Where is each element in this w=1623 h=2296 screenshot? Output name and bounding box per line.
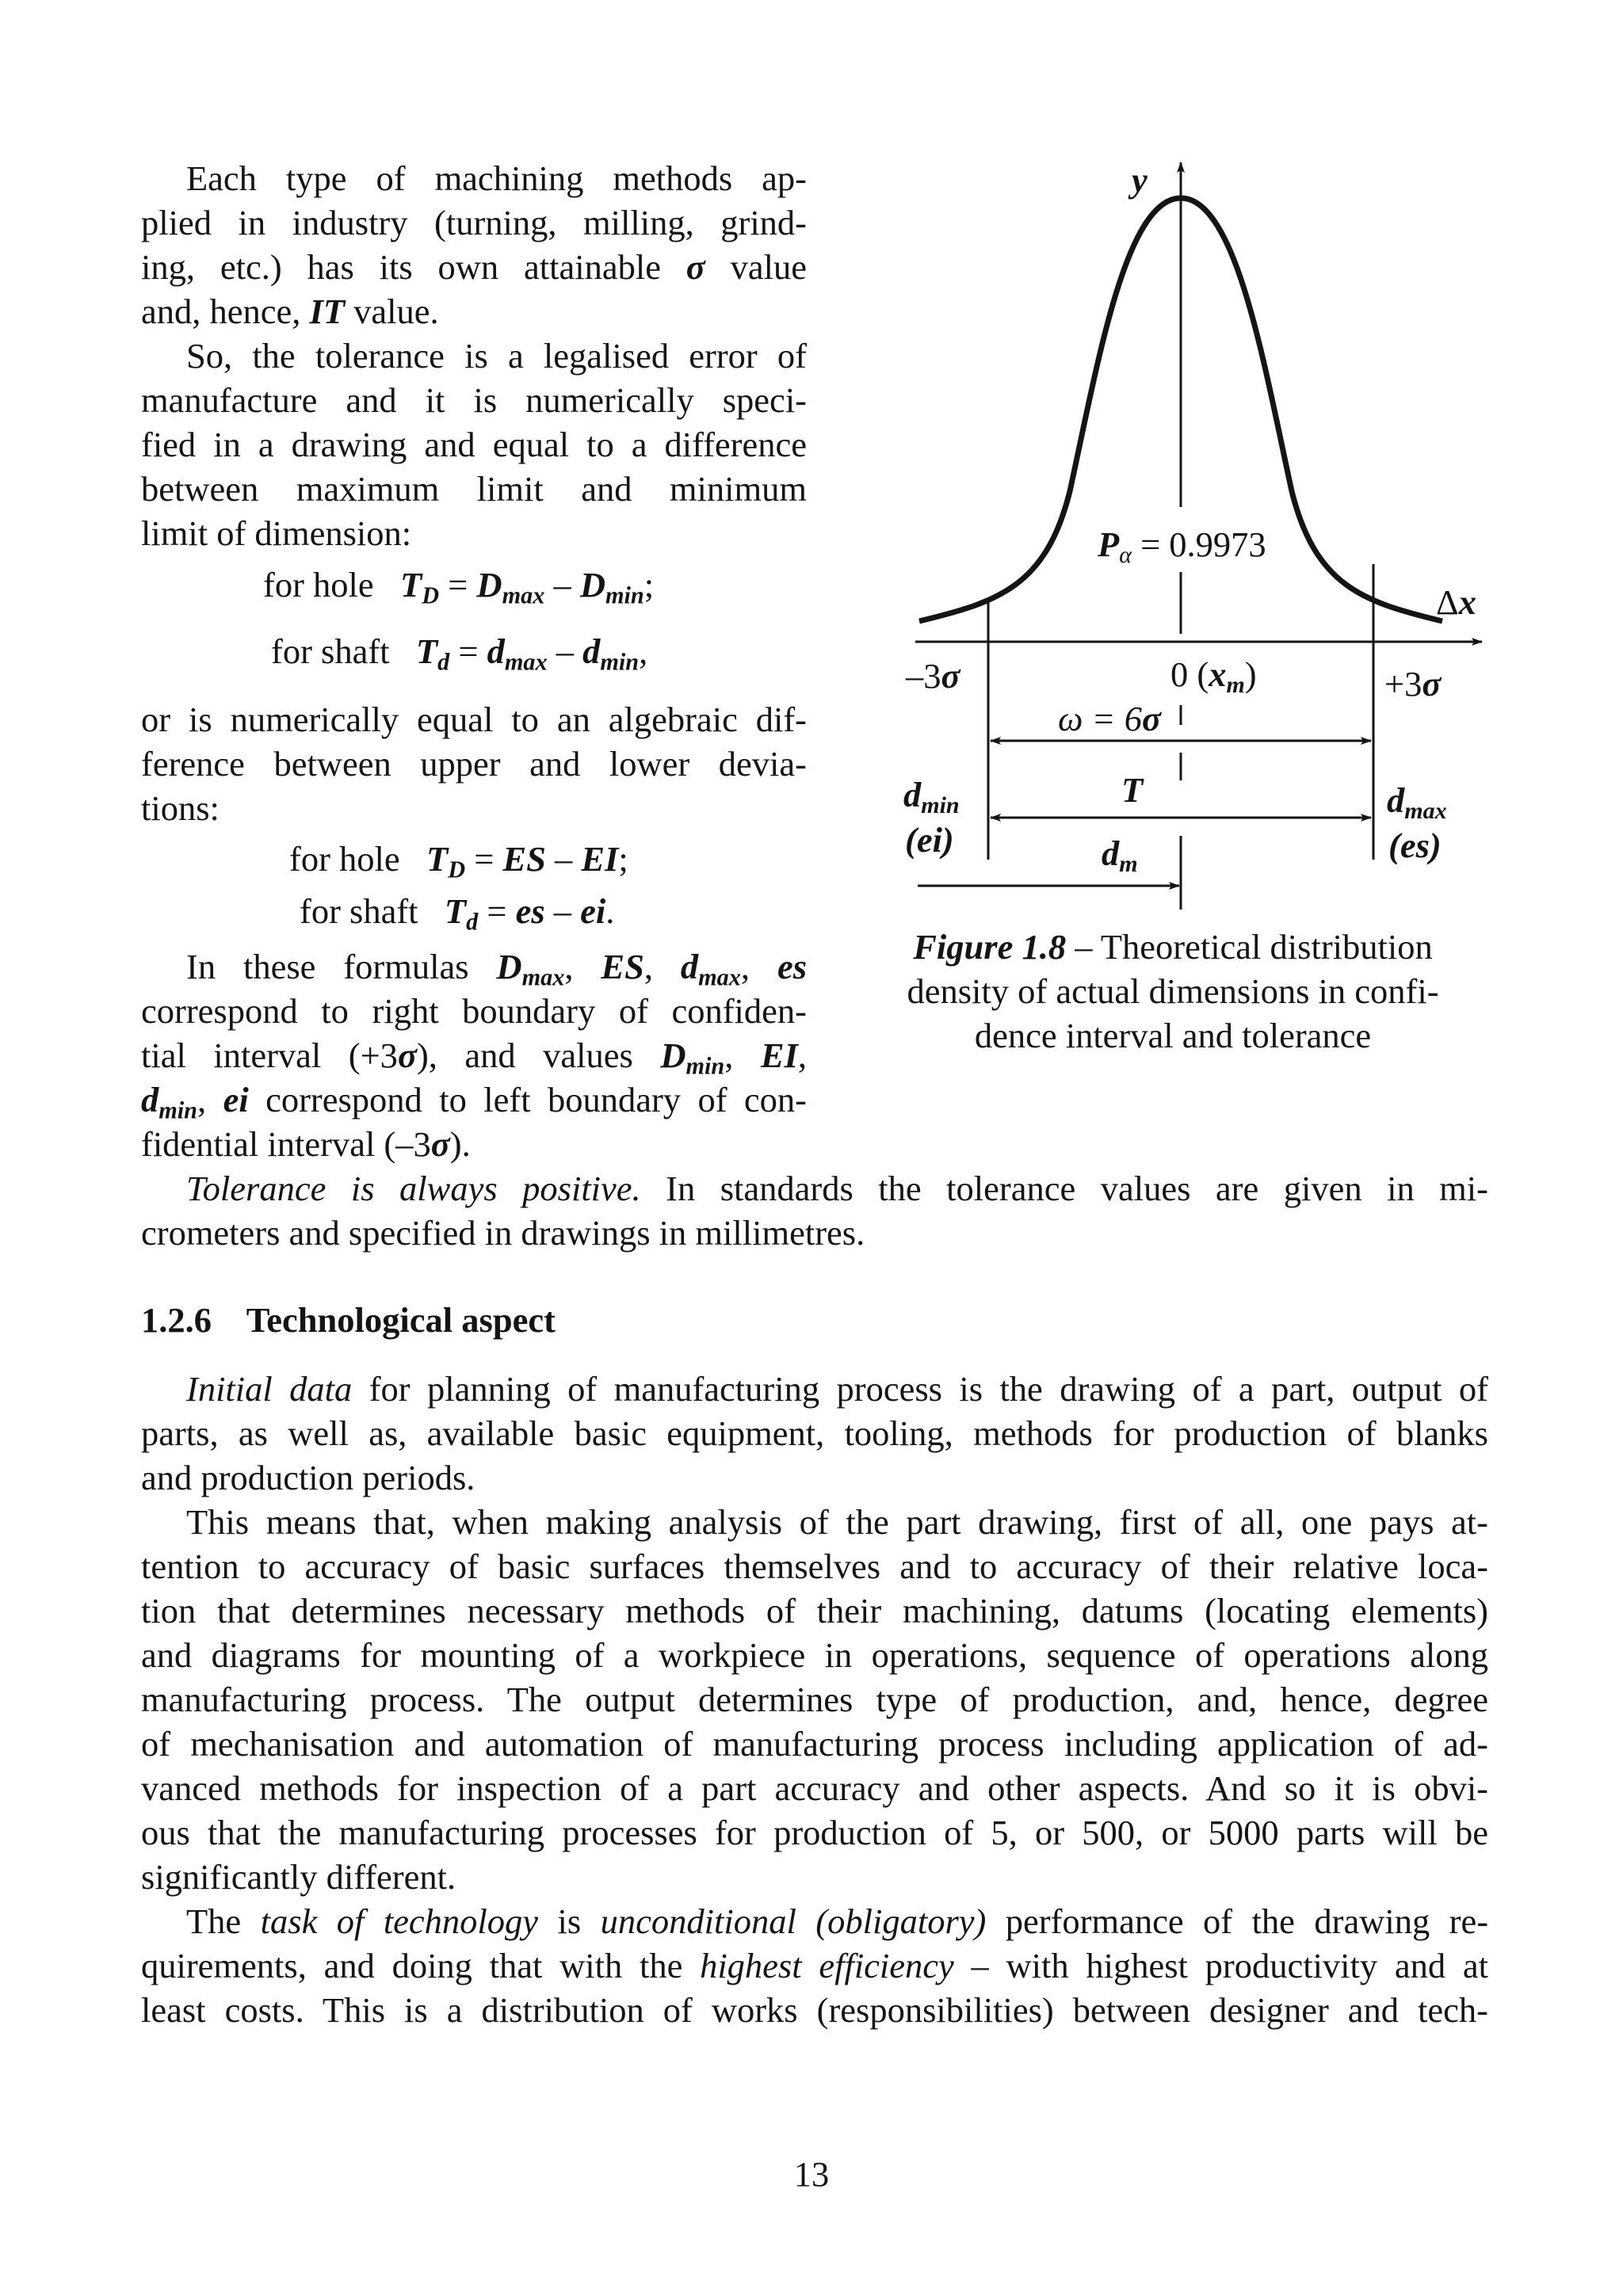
x-axis-label: Δx [1436, 582, 1476, 622]
plus-3-sigma-label: +3σ [1384, 664, 1442, 704]
p2-line4: and diagrams for mounting of a workpiece in operations, sequence of operations along [141, 1635, 1488, 1675]
tolerance-paragraph [141, 1166, 1488, 1255]
para3-line2: ference between upper and lower devia- [141, 744, 807, 784]
para2-line1: So, the tolerance is a legalised error of [186, 336, 807, 376]
p-alpha-label: Pα = 0.9973 [1098, 524, 1266, 568]
center-xm-label: 0 (xm) [1170, 654, 1257, 698]
p3-line3: least costs. This is a distribution of works (responsibilities) between designer and tech- [141, 1990, 1488, 2030]
ei-label: (ei) [905, 820, 954, 860]
page-number: 13 [793, 2154, 830, 2194]
initial-data-paragraph [141, 1367, 1488, 1500]
para1-line2: plied in industry (turning, milling, grind- [141, 203, 807, 242]
para4-line2: correspond to right boundary of confiden- [141, 991, 807, 1031]
p2-line8: ous that the manufacturing processes for production of 5, or 500, or 5000 parts will be [141, 1813, 1488, 1852]
p2-line5: manufacturing process. The output determines type of production, and, hence, degree [141, 1680, 1488, 1719]
formula-shaft-td-dmax-dmin: for shaft $T_d = d_{max} - d_{min}$, [271, 631, 648, 676]
formula-hole-td-es-ei: for hole $T_D$ = ES – EI; [289, 839, 628, 883]
p2-line3: tion that determines necessary methods of their machining, datums (locating elements) [141, 1591, 1488, 1630]
p2-line7: vanced methods for inspection of a part accuracy and other aspects. And so it is obvi- [141, 1768, 1488, 1808]
analysis-paragraph [141, 1500, 1488, 1899]
para2-line2: manufacture and it is numerically speci- [141, 380, 807, 420]
tolerance-line1: Tolerance is always positive. In standards the tolerance values are given in mi- [186, 1169, 1488, 1208]
task-paragraph [141, 1899, 1488, 2032]
omega-label: ω = 6σ [1058, 699, 1161, 738]
y-axis-label: y [1132, 160, 1148, 200]
p2-line9: significantly different. [141, 1857, 456, 1897]
formula-hole-td-dmax-dmin: for hole $T_D = D_{max} - D_{min}$; [263, 565, 655, 609]
es-label: (es) [1388, 826, 1442, 865]
para4-line4: $d_{min}$, ei correspond to left boundary of con- [141, 1080, 808, 1124]
caption-line3: dence interval and tolerance [974, 1016, 1372, 1055]
para4-line3: tial interval (+3σ), and values $D_{min}$, EI, [141, 1035, 808, 1080]
p2-line1: This means that, when making analysis of the part drawing, first of all, one pays at- [186, 1502, 1488, 1542]
p2-line2: tention to accuracy of basic surfaces themselves and to accuracy of their relative loca- [141, 1547, 1488, 1586]
para1-last-line: and, hence, IT value. [141, 292, 439, 331]
tolerance-line2: crometers and specified in drawings in millimetres. [141, 1213, 865, 1253]
p1-line1: Initial data for planning of manufacturing process is the drawing of a part, output of [186, 1369, 1488, 1409]
formula-shaft-td-es-ei: for shaft $T_d$ = es – ei. [300, 891, 615, 936]
tolerance-t-label: T [1121, 770, 1144, 810]
figure-caption [856, 925, 1490, 1058]
dm-label: dm [1102, 833, 1138, 877]
p3-line1: The task of technology is unconditional (obligatory) performance of the drawing re- [186, 1901, 1489, 1941]
para2-last-line: limit of dimension: [141, 513, 412, 553]
para3-last-line: tions: [141, 788, 220, 828]
distribution-figure [0, 0, 1623, 919]
para3-line1: or is numerically equal to an algebraic dif- [141, 700, 807, 739]
caption-line1: Figure 1.8 – Theoretical distribution [913, 927, 1433, 967]
dmin-label: dmin [903, 775, 960, 818]
p2-line6: of mechanisation and automation of manufacturing process including application of ad- [141, 1724, 1488, 1764]
p1-line2: parts, as well as, available basic equipment, tooling, methods for production of blanks [141, 1413, 1488, 1453]
dmax-label: dmax [1387, 780, 1447, 824]
para1-line1: Each type of machining methods ap- [186, 158, 807, 198]
section-heading: 1.2.6 Technological aspect [141, 1300, 556, 1340]
para1-line3: ing, etc.) has its own attainable σ value [141, 247, 807, 287]
para4-line5: fidential interval (–3σ). [141, 1124, 471, 1164]
p1-line3: and production periods. [141, 1458, 475, 1497]
para4 [141, 944, 807, 1166]
para2-line4: between maximum limit and minimum [141, 469, 807, 509]
para2-line3: fied in a drawing and equal to a difference [141, 425, 807, 464]
caption-line2: density of actual dimensions in confi- [907, 971, 1439, 1011]
para4-line1: In these formulas $D_{max}$, ES, $d_{max}$, es [186, 947, 808, 991]
minus-3-sigma-label: –3σ [906, 656, 960, 696]
p3-line2: quirements, and doing that with the highest efficiency – with highest productivity and at [141, 1946, 1488, 1985]
